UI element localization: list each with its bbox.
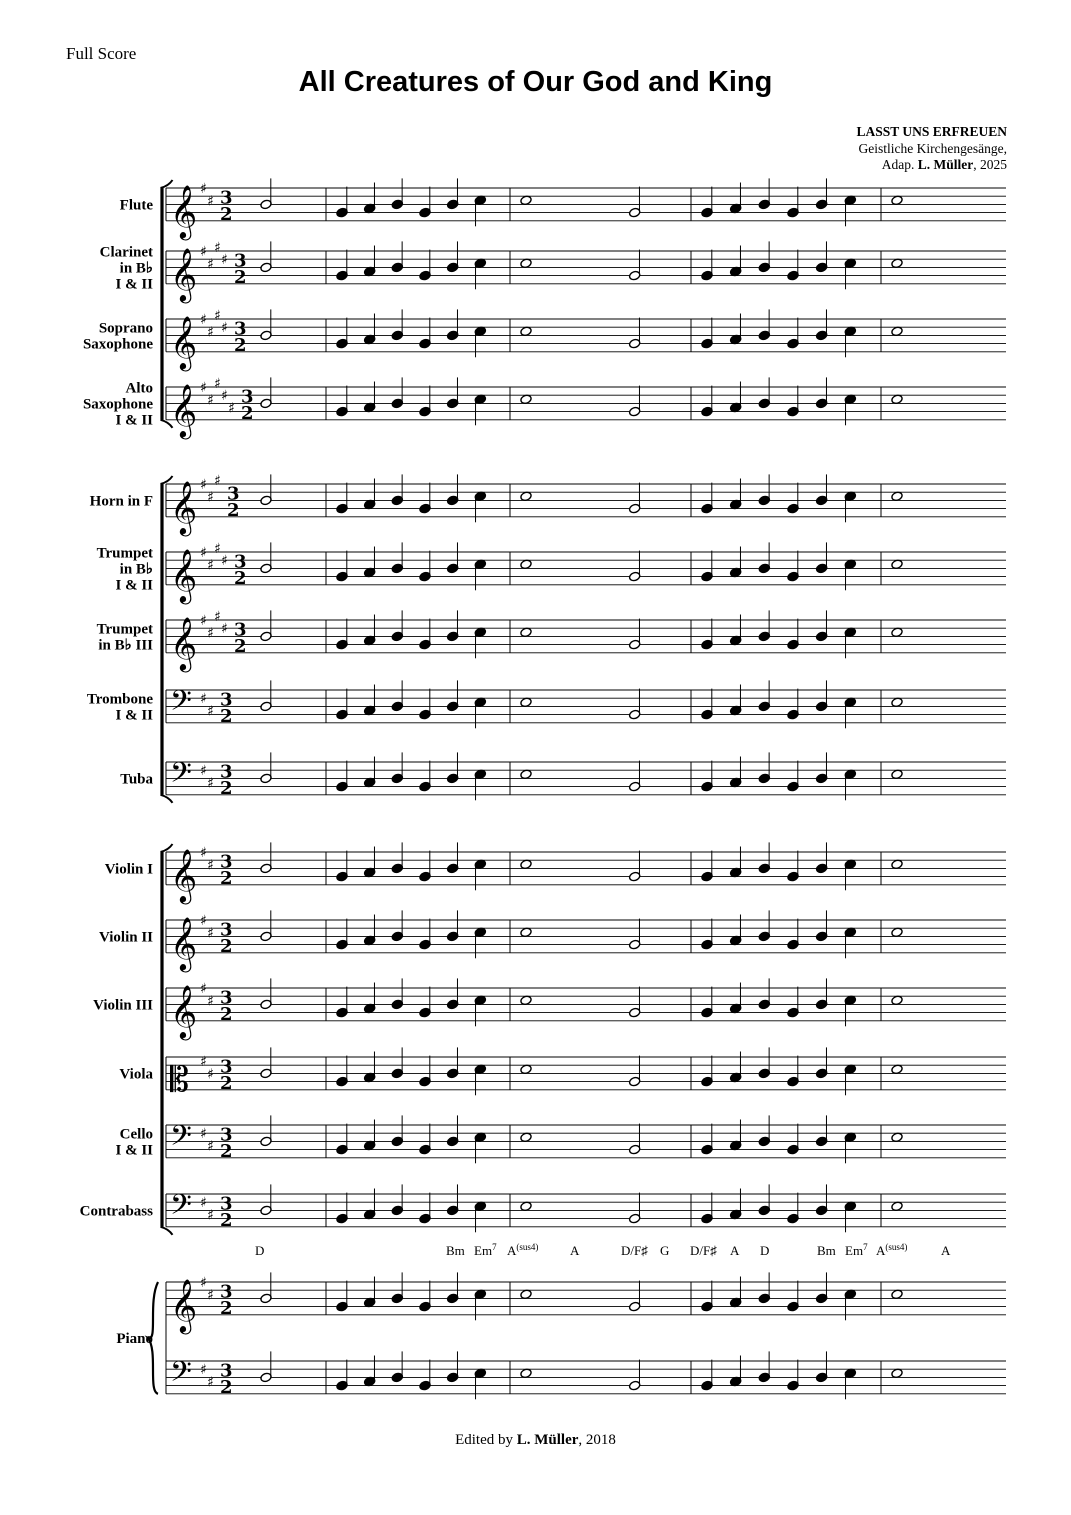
- staff-7-sharp-icon: ♯: [200, 691, 207, 708]
- staff-13-sharp-icon: ♯: [207, 1138, 214, 1155]
- staff-12-time-sig-top: 3: [220, 1056, 233, 1078]
- instrument-name-line: I & II: [115, 412, 153, 429]
- staff-12-sharp-icon: ♯: [200, 1054, 207, 1071]
- instrument-name-line: Viola: [119, 1066, 153, 1083]
- staff-5-sharp-icon: ♯: [207, 557, 214, 574]
- staff-2-time-sig-bottom: 2: [234, 334, 247, 356]
- staff-0-sharp-icon: ♯: [200, 181, 207, 197]
- instrument-name-line: Violin I: [104, 861, 153, 878]
- chord-symbol: G: [660, 1243, 670, 1258]
- staff-6-sharp-icon: ♯: [200, 613, 207, 629]
- staff-6-treble-clef-icon: 𝄞: [170, 615, 198, 670]
- staff-3-time-sig-top: 3: [241, 386, 254, 408]
- piano-bass-sharp-icon: ♯: [207, 1374, 214, 1391]
- staff-1-sharp-icon: ♯: [200, 244, 207, 260]
- instrument-name-line: I & II: [115, 577, 153, 594]
- staff-3-sharp-icon: ♯: [207, 392, 214, 409]
- piano-bass-time-sig-top: 3: [220, 1360, 233, 1382]
- chord-symbol: Em$^7$: [845, 1242, 868, 1258]
- staff-7-time-sig-bottom: 2: [220, 705, 233, 727]
- staff-11-treble-clef-icon: 𝄞: [170, 983, 198, 1038]
- staff-11-sharp-icon: ♯: [200, 981, 207, 997]
- instrument-name-line: I & II: [115, 276, 153, 293]
- staff-2-sharp-icon: ♯: [200, 312, 207, 328]
- staff-3-time-sig-bottom: 2: [241, 402, 254, 424]
- staff-3-sharp-icon: ♯: [200, 380, 207, 396]
- staff-0-treble-clef-icon: 𝄞: [170, 183, 198, 238]
- chord-symbol: Em$^7$: [474, 1242, 497, 1258]
- staff-3-sharp-icon: ♯: [228, 400, 235, 417]
- instrument-name-line: I & II: [115, 1142, 153, 1159]
- staff-11-sharp-icon: ♯: [207, 993, 214, 1010]
- instrument-name-line: in B♭ III: [98, 637, 153, 654]
- staff-10-sharp-icon: ♯: [207, 925, 214, 942]
- staff-10-sharp-icon: ♯: [200, 913, 207, 929]
- instrument-name-line: Horn in F: [89, 493, 153, 510]
- staff-13-sharp-icon: ♯: [200, 1126, 207, 1143]
- instrument-name-line: Violin III: [93, 997, 153, 1014]
- staff-9-sharp-icon: ♯: [207, 857, 214, 874]
- staff-10-time-sig-top: 3: [220, 919, 233, 941]
- chord-symbol: D/F♯: [621, 1243, 648, 1258]
- chord-symbol: $A^{(sus4)}$: [876, 1242, 908, 1258]
- staff-6-time-sig-top: 3: [234, 619, 247, 641]
- staff-5-sharp-icon: ♯: [200, 545, 207, 561]
- piano-treble-treble-clef-icon: 𝄞: [170, 1277, 198, 1332]
- staff-5-sharp-icon: ♯: [221, 553, 228, 570]
- piano-bass-sharp-icon: ♯: [200, 1362, 207, 1379]
- chord-symbol: A: [730, 1243, 740, 1258]
- staff-1-time-sig-bottom: 2: [234, 266, 247, 288]
- staff-2-sharp-icon: ♯: [221, 320, 228, 337]
- staff-1-sharp-icon: ♯: [207, 256, 214, 273]
- staff-2-sharp-icon: ♯: [207, 324, 214, 341]
- staff-9-sharp-icon: ♯: [200, 845, 207, 861]
- staff-14-sharp-icon: ♯: [207, 1207, 214, 1224]
- instrument-name-line: Contrabass: [79, 1203, 153, 1220]
- instrument-name-line: Alto: [125, 380, 153, 397]
- staff-5-time-sig-bottom: 2: [234, 567, 247, 589]
- instrument-name-line: in B♭: [119, 260, 153, 277]
- staff-13-bass-clef-icon: 𝄢: [170, 1119, 192, 1160]
- instrument-name-line: Flute: [119, 197, 153, 214]
- staff-13-time-sig-top: 3: [220, 1124, 233, 1146]
- staff-11-time-sig-top: 3: [220, 987, 233, 1009]
- instrument-name-line: Trombone: [86, 691, 153, 708]
- score-title: All Creatures of Our God and King: [298, 66, 773, 98]
- instrument-name-line: Trumpet: [96, 621, 153, 638]
- chord-symbol: D: [255, 1243, 265, 1258]
- staff-5-treble-clef-icon: 𝄞: [170, 547, 198, 602]
- staff-5-sharp-icon: ♯: [214, 540, 221, 557]
- staff-1-treble-clef-icon: 𝄞: [170, 246, 198, 301]
- staff-12-sharp-icon: ♯: [207, 1066, 214, 1083]
- staff-0-sharp-icon: ♯: [207, 193, 214, 210]
- chord-symbol: Bm: [817, 1243, 836, 1258]
- instrument-name-line: Tuba: [120, 771, 153, 788]
- source-text: Geistliche Kirchengesänge,: [858, 140, 1007, 156]
- piano-treble-time-sig-bottom: 2: [220, 1297, 233, 1319]
- piano-treble-sharp-icon: ♯: [207, 1287, 214, 1304]
- staff-14-sharp-icon: ♯: [200, 1195, 207, 1212]
- piano-name: Piano: [116, 1330, 153, 1347]
- staff-6-sharp-icon: ♯: [207, 625, 214, 642]
- staff-8-time-sig-bottom: 2: [220, 777, 233, 799]
- staff-0-time-sig-bottom: 2: [220, 203, 233, 225]
- staff-2-time-sig-top: 3: [234, 318, 247, 340]
- instrument-name-line: Cello: [119, 1126, 153, 1143]
- staff-14-time-sig-top: 3: [220, 1193, 233, 1215]
- adapter-prefix: Adap.: [881, 157, 918, 172]
- piano-treble-time-sig-top: 3: [220, 1281, 233, 1303]
- footer-name: L. Müller: [516, 1432, 579, 1448]
- chord-symbol: A: [941, 1243, 951, 1258]
- full-score-label: Full Score: [66, 44, 137, 63]
- adapter-suffix: , 2025: [973, 157, 1007, 172]
- chord-symbol: $A^{(sus4)}$: [507, 1242, 539, 1258]
- staff-6-sharp-icon: ♯: [221, 621, 228, 638]
- footer-suffix: , 2018: [578, 1432, 616, 1448]
- staff-9-treble-clef-icon: 𝄞: [170, 847, 198, 902]
- staff-13-time-sig-bottom: 2: [220, 1140, 233, 1162]
- staff-4-time-sig-bottom: 2: [227, 499, 240, 521]
- staff-2-sharp-icon: ♯: [214, 307, 221, 324]
- staff-7-time-sig-top: 3: [220, 689, 233, 711]
- staff-1-sharp-icon: ♯: [214, 239, 221, 256]
- staff-6-sharp-icon: ♯: [214, 608, 221, 625]
- staff-9-time-sig-bottom: 2: [220, 867, 233, 889]
- footer-prefix: Edited by: [455, 1432, 517, 1448]
- staff-10-treble-clef-icon: 𝄞: [170, 915, 198, 970]
- staff-9-time-sig-top: 3: [220, 851, 233, 873]
- chord-symbol: D: [760, 1243, 770, 1258]
- piano-bass-bass-clef-icon: 𝄢: [170, 1355, 192, 1396]
- staff-3-sharp-icon: ♯: [214, 375, 221, 392]
- instrument-name-line: Saxophone: [82, 396, 153, 413]
- staff-14-time-sig-bottom: 2: [220, 1209, 233, 1231]
- staff-2-treble-clef-icon: 𝄞: [170, 314, 198, 369]
- staff-7-bass-clef-icon: 𝄢: [170, 684, 192, 725]
- adapter-name: L. Müller: [917, 157, 974, 172]
- staff-8-time-sig-top: 3: [220, 761, 233, 783]
- staff-4-sharp-icon: ♯: [200, 477, 207, 493]
- instrument-name-line: Soprano: [98, 320, 153, 337]
- staff-1-sharp-icon: ♯: [221, 252, 228, 269]
- staff-1-time-sig-top: 3: [234, 250, 247, 272]
- instrument-name-line: Violin II: [98, 929, 153, 946]
- staff-14-bass-clef-icon: 𝄢: [170, 1188, 192, 1229]
- staff-4-sharp-icon: ♯: [207, 489, 214, 506]
- instrument-name-line: in B♭: [119, 561, 153, 578]
- staff-8-sharp-icon: ♯: [200, 763, 207, 780]
- footer-credit: [0, 1432, 1071, 1449]
- chord-symbol: Bm: [446, 1243, 465, 1258]
- staff-4-treble-clef-icon: 𝄞: [170, 479, 198, 534]
- staff-0-time-sig-top: 3: [220, 187, 233, 209]
- staff-6-time-sig-bottom: 2: [234, 635, 247, 657]
- staff-7-sharp-icon: ♯: [207, 703, 214, 720]
- staff-5-time-sig-top: 3: [234, 551, 247, 573]
- staff-8-bass-clef-icon: 𝄢: [170, 756, 192, 797]
- tune-name: LASST UNS ERFREUEN: [856, 124, 1007, 139]
- piano-bass-time-sig-bottom: 2: [220, 1376, 233, 1398]
- staff-4-sharp-icon: ♯: [214, 472, 221, 489]
- instrument-name-line: I & II: [115, 707, 153, 724]
- staff-10-time-sig-bottom: 2: [220, 935, 233, 957]
- staff-8-sharp-icon: ♯: [207, 775, 214, 792]
- chord-symbol: A: [570, 1243, 580, 1258]
- staff-12-time-sig-bottom: 2: [220, 1072, 233, 1094]
- staff-12-alto-clef-icon: 𝄡: [170, 1059, 189, 1100]
- staff-3-sharp-icon: ♯: [221, 388, 228, 405]
- instrument-name-line: Saxophone: [82, 336, 153, 353]
- chord-symbol: D/F♯: [690, 1243, 717, 1258]
- staff-4-time-sig-top: 3: [227, 483, 240, 505]
- staff-3-treble-clef-icon: 𝄞: [170, 382, 198, 437]
- instrument-name-line: Clarinet: [99, 244, 153, 261]
- piano-treble-sharp-icon: ♯: [200, 1275, 207, 1291]
- instrument-name-line: Trumpet: [96, 545, 153, 562]
- staff-11-time-sig-bottom: 2: [220, 1003, 233, 1025]
